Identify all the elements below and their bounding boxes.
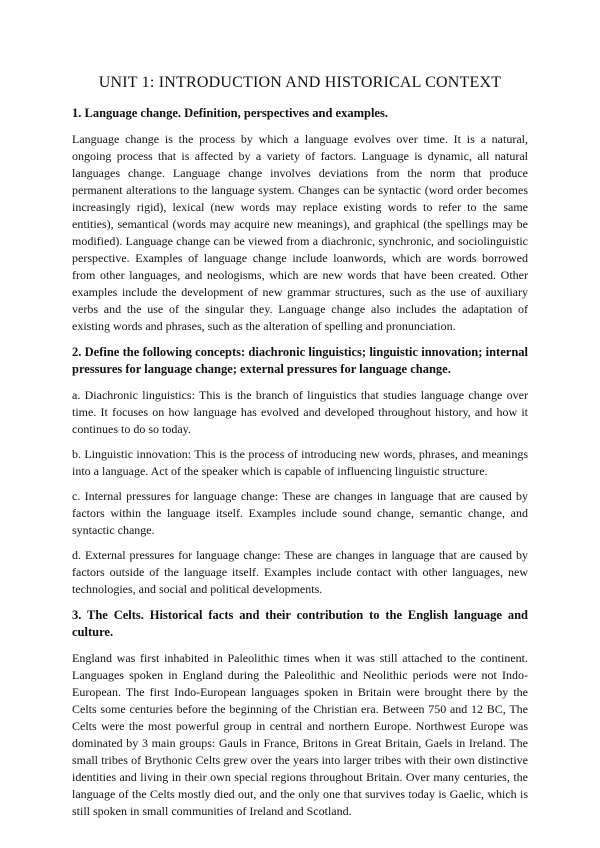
definition-external-pressures: d. External pressures for language change: These are changes in language that are caused by factors outside of the language itself. Examples include contact with other languages, new technologies, and social and political developments. (72, 548, 528, 596)
section-paragraph: Language change is the process by which a language evolves over time. It is a natural, ongoing process that is affected by a variety of factors. Language is dynamic, all natural languages change. Language change involves deviations from the norm that produce permanent alterations to the language system. Changes can be syntactic (word order becomes increasingly rigid), lexical (new words may replace existing words to refer to the same entities), semantical (words may acquire new meanings), and graphical (the spellings may be modified). Language change can be viewed from a diachronic, synchronic, and sociolinguistic perspective. Examples of language change include loanwords, which are words borrowed from other languages, and neologisms, which are new words that have been created. Other examples include the development of new grammar structures, such as the use of auxiliary verbs and the use of the singular they. Language change also includes the adaptation of existing words and phrases, such as the alteration of spelling and pronunciation. (72, 132, 528, 333)
section-heading: 3. The Celts. Historical facts and their contribution to the English language and culture. (72, 608, 528, 639)
definition-linguistic-innovation: b. Linguistic innovation: This is the process of introducing new words, phrases, and meanings into a language. Act of the speaker which is capable of influencing linguistic structure. (72, 447, 528, 478)
document-title: UNIT 1: INTRODUCTION AND HISTORICAL CONTEXT (98, 74, 502, 91)
section-heading: 2. Define the following concepts: diachronic linguistics; linguistic innovation; internal pressures for language change; external pressures for language change. (72, 345, 528, 376)
definition-diachronic-linguistics: a. Diachronic linguistics: This is the branch of linguistics that studies language change over time. It focuses on how language has evolved and developed throughout history, and how it continues to do so today. (72, 388, 528, 436)
section-paragraph: England was first inhabited in Paleolithic times when it was still attached to the continent. Languages spoken in England during the Paleolithic and Neolithic periods were not Indo-European. The first Indo-European languages spoken in Britain were brought there by the Celts some centuries before the beginning of the Christian era. Between 750 and 12 BC, The Celts were the most powerful group in central and northern Europe. Northwest Europe was dominated by 3 main groups: Gauls in France, Britons in Great Britain, Gaels in Ireland. The small tribes of Brythonic Celts grew over the years into larger tribes with their own distinctive identities and living in their own special regions throughout Britain. Over many centuries, the language of the Celts mostly died out, and the only one that survives today is Gaelic, which is still spoken in small communities of Ireland and Scotland. (72, 651, 528, 818)
section-heading: 1. Language change. Definition, perspectives and examples. (72, 106, 388, 120)
section-concepts (72, 344, 528, 598)
section-celts (72, 607, 528, 820)
section-language-change (72, 105, 528, 335)
definition-internal-pressures: c. Internal pressures for language change: These are changes in language that are caused by factors within the language itself. Examples include sound change, semantic change, and syntactic change. (72, 489, 528, 537)
